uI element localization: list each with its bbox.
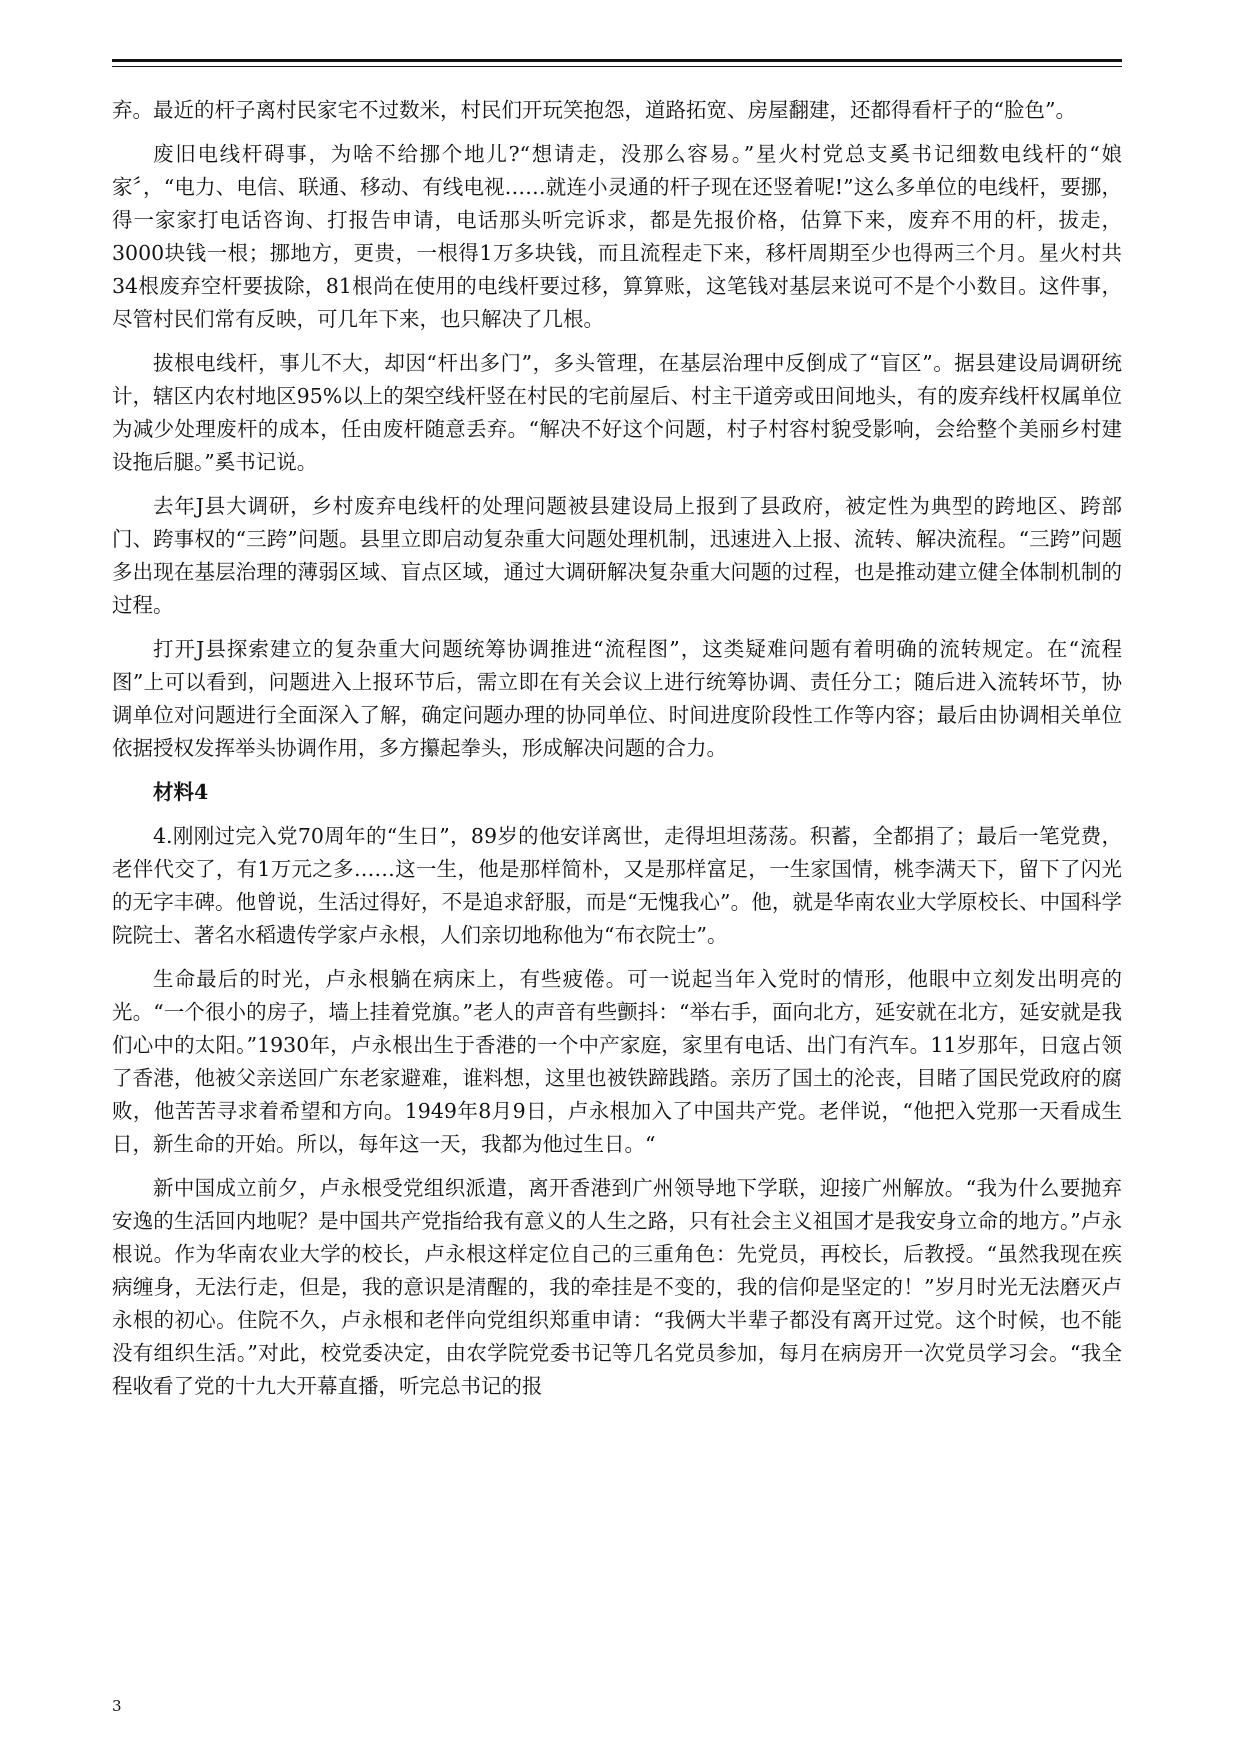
header-rule-thin — [112, 66, 1122, 67]
paragraph: 去年J县大调研，乡村废弃电线杆的处理问题被县建设局上报到了县政府，被定性为典型的跨地区、跨部门、跨事权的“三跨”问题。县里立即启动复杂重大问题处理机制，迅速进入上报、流转、解决流程。“三跨”问题多出现在基层治理的薄弱区域、盲点区域，通过大调研解决复杂重大问题的过程，也是推动建立健全体制机制的过程。 — [112, 494, 1122, 617]
page-number: 3 — [112, 1697, 122, 1715]
paragraph: 弃。最近的杆子离村民家宅不过数米，村民们开玩笑抱怨，道路拓宽、房屋翻建，还都得看杆子的“脸色”。 — [112, 98, 1076, 122]
document-body — [112, 94, 1122, 1414]
paragraph: 拔根电线杆，事儿不大，却因“杆出多门”，多头管理，在基层治理中反倒成了“盲区”。据县建设局调研统计，辖区内农村地区95%以上的架空线杆竖在村民的宅前屋后、村主干道旁或田间地头，有的废弃线杆权属单位为减少处理废杆的成本，任由废杆随意丢弃。“解决不好这个问题，村子村容村貌受影响，会给整个美丽乡村建设拖后腿。”奚书记说。 — [112, 351, 1122, 474]
paragraph: 打开J县探索建立的复杂重大问题统筹协调推进“流程图”，这类疑难问题有着明确的流转规定。在“流程图”上可以看到，问题进入上报环节后，需立即在有关会议上进行统筹协调、责任分工；随后进入流转坏节，协调单位对问题进行全面深入了解，确定问题办理的协同单位、时间进度阶段性工作等内容；最后由协调相关单位依据授权发挥举头协调作用，多方攥起拳头，形成解决问题的合力。 — [112, 637, 1122, 760]
paragraph: 4.刚刚过完入党70周年的“生日”，89岁的他安详离世，走得坦坦荡荡。积蓄，全都捐了；最后一笔党费，老伴代交了，有1万元之多……这一生，他是那样简朴，又是那样富足，一生家国情，桃李满天下，留下了闪光的无字丰碑。他曾说，生活过得好，不是追求舒服，而是“无愧我心”。他，就是华南农业大学原校长、中国科学院院士、著名水稻遗传学家卢永根，人们亲切地称他为“布衣院士”。 — [112, 824, 1122, 947]
header-rule-thick — [112, 59, 1122, 62]
paragraph: 新中国成立前夕，卢永根受党组织派遣，离开香港到广州领导地下学联，迎接广州解放。“我为什么要抛弃安逸的生活回内地呢？是中国共产党指给我有意义的人生之路，只有社会主义祖国才是我安身立命的地方。”卢永根说。作为华南农业大学的校长，卢永根这样定位自己的三重角色：先党员，再校长，后教授。“虽然我现在疾病缠身，无法行走，但是，我的意识是清醒的，我的牵挂是不变的，我的信仰是坚定的！”岁月时光无法磨灭卢永根的初心。住院不久，卢永根和老伴向党组织郑重申请：“我俩大半辈子都没有离开过党。这个时候，也不能没有组织生活。”对此，校党委决定，由农学院党委书记等几名党员参加，每月在病房开一次党员学习会。“我全程收看了党的十九大开幕直播，听完总书记的报 — [112, 1176, 1122, 1398]
section-heading: 材料4 — [153, 780, 209, 804]
paragraph: 废旧电线杆碍事，为啥不给挪个地儿?“想请走，没那么容易。”星火村党总支奚书记细数电线杆的“娘家〞，“电力、电信、联通、移动、有线电视……就连小灵通的杆子现在还竖着呢!”这么多单位的电线杆，要挪，得一家家打电话咨询、打报告申请，电话那头听完诉求，都是先报价格，估算下来，废弃不用的杆，拔走，3000块钱一根；挪地方，更贵，一根得1万多块钱，而且流程走下来，移杆周期至少也得两三个月。星火村共34根废弃空杆要拔除，81根尚在使用的电线杆要过移，算算账，这笔钱对基层来说可不是个小数目。这件事，尽管村民们常有反映，可几年下来，也只解决了几根。 — [112, 142, 1122, 331]
paragraph: 生命最后的时光，卢永根躺在病床上，有些疲倦。可一说起当年入党时的情形，他眼中立刻发出明亮的光。“一个很小的房子，墙上挂着党旗。”老人的声音有些颤抖：“举右手，面向北方，延安就在北方，延安就是我们心中的太阳。”1930年，卢永根出生于香港的一个中产家庭，家里有电话、出门有汽车。11岁那年，日寇占领了香港，他被父亲送回广东老家避难，谁料想，这里也被铁蹄践踏。亲历了国土的沦丧，目睹了国民党政府的腐败，他苦苦寻求着希望和方向。1949年8月9日，卢永根加入了中国共产党。老伴说，“他把入党那一天看成生日，新生命的开始。所以，每年这一天，我都为他过生日。“ — [112, 967, 1122, 1156]
